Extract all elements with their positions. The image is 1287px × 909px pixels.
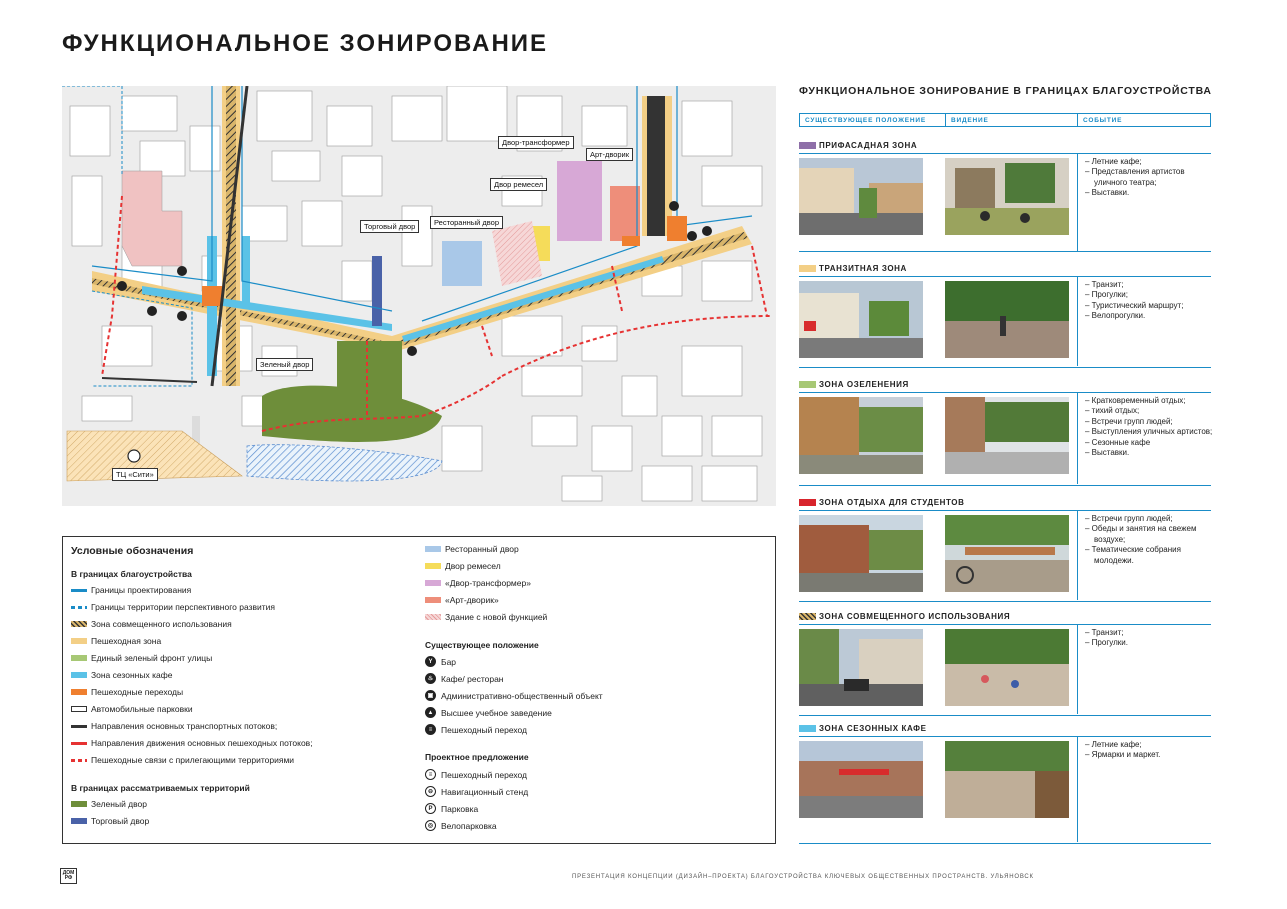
- zone-swatch: [799, 499, 816, 506]
- events-list: – Летние кафе; – Ярмарки и маркет.: [1085, 740, 1161, 760]
- legend-swatch: [71, 621, 87, 627]
- legend-item: Границы территории перспективного развития: [71, 602, 275, 612]
- arrow-right-icon: [71, 725, 87, 728]
- legend-item: «Двор-трансформер»: [425, 578, 531, 588]
- legend-section-improvement: В границах благоустройства: [71, 569, 192, 579]
- bar-icon: Y: [425, 656, 436, 667]
- legend-swatch: [425, 614, 441, 620]
- legend-item: Единый зеленый фронт улицы: [71, 653, 212, 663]
- zone-block: [799, 141, 1211, 253]
- crosswalk-icon: ≡: [425, 769, 436, 780]
- map-label-torgovyi: Торговый двор: [360, 220, 419, 233]
- legend-item: Зона сезонных кафе: [71, 670, 172, 680]
- map-drawing: [62, 86, 776, 506]
- photo-vision: [945, 741, 1069, 818]
- legend-item: Зона совмещенного использования: [71, 619, 232, 629]
- zone-name: ЗОНА СЕЗОННЫХ КАФЕ: [799, 724, 927, 733]
- legend-swatch: [425, 563, 441, 569]
- legend-item: Направления движения основных пешеходных потоков;: [71, 738, 313, 748]
- legend-item: Здание с новой функцией: [425, 612, 547, 622]
- photo-existing: [799, 158, 923, 235]
- column-header: СУЩЕСТВУЮЩЕЕ ПОЛОЖЕНИЕ: [800, 114, 946, 126]
- legend-swatch: [71, 655, 87, 661]
- events-list: – Летние кафе; – Представления артистов уличного театра; – Выставки.: [1085, 157, 1185, 198]
- zone-block: [799, 264, 1211, 368]
- legend-swatch: [71, 672, 87, 678]
- map-label-tc: ТЦ «Сити»: [112, 468, 158, 481]
- photo-existing: [799, 741, 923, 818]
- photo-vision: [945, 281, 1069, 358]
- parking-icon: P: [425, 803, 436, 814]
- legend-item: ≡ Пешеходный переход: [425, 724, 527, 735]
- column-header: ВИДЕНИЕ: [946, 114, 1078, 126]
- photo-existing: [799, 515, 923, 592]
- legend-item: Пешеходные переходы: [71, 687, 183, 697]
- legend-item: Торговый двор: [71, 816, 149, 826]
- footer-logo: ДОМ РФ: [60, 868, 77, 884]
- legend-swatch: [71, 706, 87, 712]
- zone-block: [799, 612, 1211, 716]
- legend-item: Автомобильные парковки: [71, 704, 193, 714]
- legend-swatch: [425, 546, 441, 552]
- cafe-icon: ♨: [425, 673, 436, 684]
- zone-swatch: [799, 725, 816, 732]
- legend-item: Ресторанный двор: [425, 544, 519, 554]
- legend-section-territory: В границах рассматриваемых территорий: [71, 783, 250, 793]
- legend-swatch: [425, 580, 441, 586]
- footer-text: ПРЕЗЕНТАЦИЯ КОНЦЕПЦИИ (ДИЗАЙН–ПРОЕКТА) БЛАГОУСТРОЙСТВА КЛЮЧЕВЫХ ОБЩЕСТВЕННЫХ ПРОСТРАНСТВ. УЛЬЯНОВСК: [572, 874, 1034, 880]
- legend-item: Y Бар: [425, 656, 456, 667]
- zone-name: ЗОНА ОЗЕЛЕНЕНИЯ: [799, 380, 909, 389]
- crosswalk-icon: ≡: [425, 724, 436, 735]
- photo-existing: [799, 629, 923, 706]
- legend-section-project: Проектное предложение: [425, 752, 529, 762]
- map-label-dvor-remesel: Двор ремесел: [490, 178, 547, 191]
- legend-item: ▲ Высшее учебное заведение: [425, 707, 552, 718]
- legend-item: ≡ Пешеходный переход: [425, 769, 527, 780]
- legend-swatch: [71, 589, 87, 592]
- photo-vision: [945, 397, 1069, 474]
- photo-vision: [945, 515, 1069, 592]
- column-header: СОБЫТИЕ: [1083, 117, 1123, 124]
- zone-swatch: [799, 142, 816, 149]
- zone-block: [799, 724, 1211, 844]
- legend-title: Условные обозначения: [71, 545, 194, 557]
- zone-swatch: [799, 613, 816, 620]
- dashed-arrow-icon: [71, 759, 87, 762]
- zone-block: [799, 498, 1211, 602]
- photo-existing: [799, 281, 923, 358]
- legend-item: ⊖ Навигационный стенд: [425, 786, 528, 797]
- zone-swatch: [799, 265, 816, 272]
- legend-item: «Арт-дворик»: [425, 595, 499, 605]
- map-label-restorannyi: Ресторанный двор: [430, 216, 503, 229]
- legend-item: Пешеходная зона: [71, 636, 161, 646]
- map-label-dvor-transformer: Двор-трансформер: [498, 136, 574, 149]
- admin-icon: ▣: [425, 690, 436, 701]
- arrow-right-icon: [71, 742, 87, 745]
- legend-item: Границы проектирования: [71, 585, 191, 595]
- events-list: – Транзит; – Прогулки.: [1085, 628, 1128, 648]
- page-title: ФУНКЦИОНАЛЬНОЕ ЗОНИРОВАНИЕ: [62, 30, 549, 57]
- legend-item: ♨ Кафе/ ресторан: [425, 673, 504, 684]
- legend-item: P Парковка: [425, 803, 478, 814]
- zone-swatch: [799, 381, 816, 388]
- zoning-map[interactable]: [62, 86, 776, 506]
- photo-vision: [945, 629, 1069, 706]
- zone-name: ЗОНА СОВМЕЩЕННОГО ИСПОЛЬЗОВАНИЯ: [799, 612, 1010, 621]
- legend-item: ▣ Административно-общественный объект: [425, 690, 603, 701]
- map-label-art-dvorik: Арт-дворик: [586, 148, 633, 161]
- legend-swatch: [425, 597, 441, 603]
- table-header: [799, 113, 1211, 127]
- events-list: – Кратковременный отдых; – тихий отдых; – Встречи групп людей; – Выступления уличных артистов; – Сезонные кафе – Выставки.: [1085, 396, 1213, 458]
- legend-swatch: [71, 818, 87, 824]
- events-list: – Транзит; – Прогулки; – Туристический маршрут; – Велопрогулки.: [1085, 280, 1184, 321]
- photo-vision: [945, 158, 1069, 235]
- map-label-zelenyi: Зеленый двор: [256, 358, 313, 371]
- nav-stand-icon: ⊖: [425, 786, 436, 797]
- photo-existing: [799, 397, 923, 474]
- zone-name: ПРИФАСАДНАЯ ЗОНА: [799, 141, 917, 150]
- bike-parking-icon: ◎: [425, 820, 436, 831]
- legend-swatch: [71, 606, 87, 609]
- events-list: – Встречи групп людей; – Обеды и занятия на свежем воздухе; – Тематические собрания молодежи.: [1085, 514, 1197, 565]
- right-panel-title: ФУНКЦИОНАЛЬНОЕ ЗОНИРОВАНИЕ В ГРАНИЦАХ БЛАГОУСТРОЙСТВА: [799, 85, 1212, 97]
- legend: [62, 536, 776, 844]
- zone-block: [799, 380, 1211, 488]
- legend-swatch: [71, 689, 87, 695]
- legend-swatch: [71, 801, 87, 807]
- university-icon: ▲: [425, 707, 436, 718]
- zone-name: ТРАНЗИТНАЯ ЗОНА: [799, 264, 907, 273]
- legend-item: ◎ Велопарковка: [425, 820, 497, 831]
- legend-item: Пешеходные связи с прилегающими территориями: [71, 755, 294, 765]
- zone-name: ЗОНА ОТДЫХА ДЛЯ СТУДЕНТОВ: [799, 498, 965, 507]
- legend-item: Направления основных транспортных потоков;: [71, 721, 277, 731]
- legend-section-existing: Существующее положение: [425, 640, 539, 650]
- legend-swatch: [71, 638, 87, 644]
- legend-item: Зеленый двор: [71, 799, 147, 809]
- legend-item: Двор ремесел: [425, 561, 501, 571]
